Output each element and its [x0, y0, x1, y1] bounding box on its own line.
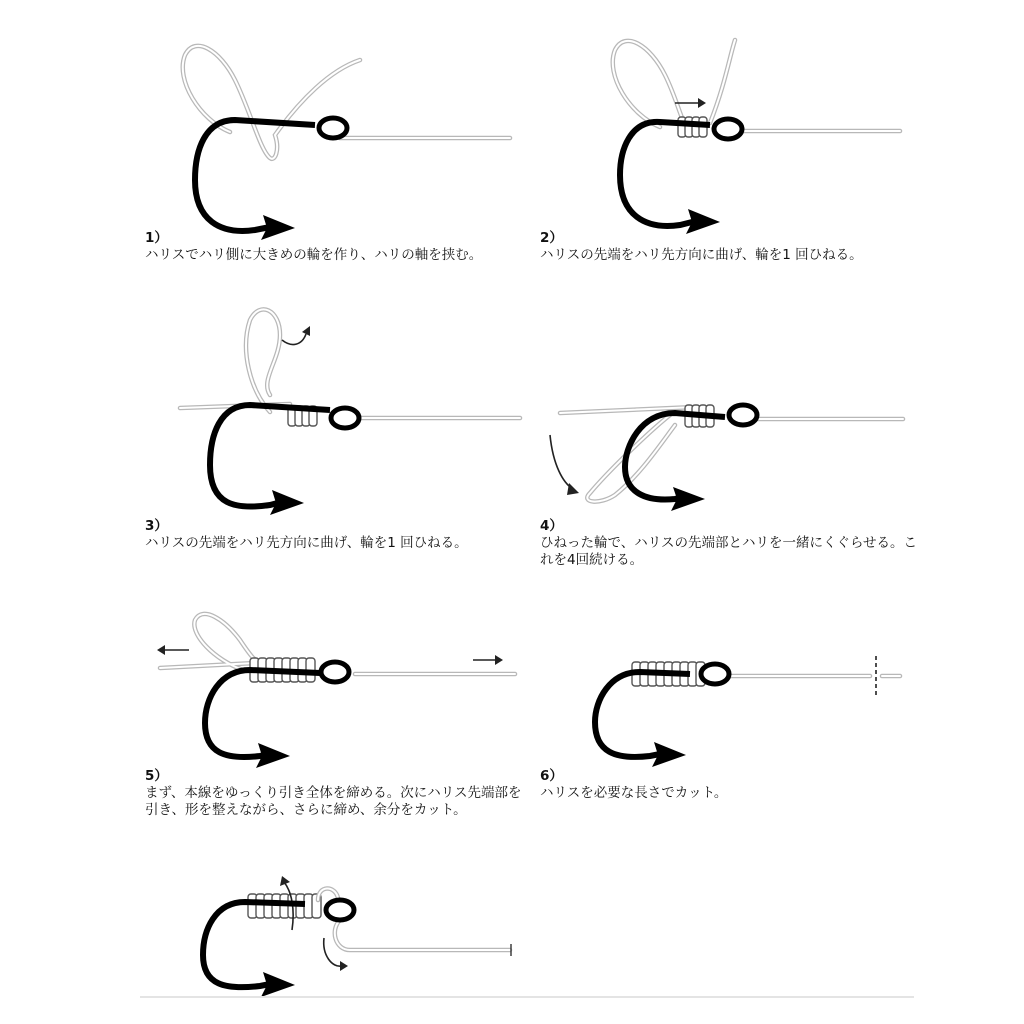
fish-hook-icon: [205, 670, 320, 768]
fish-hook-icon: [160, 40, 520, 220]
step-caption-3: [145, 518, 525, 552]
step-text: ハリスの先端をハリ先方向に曲げ、輪を1 回ひねる。: [145, 535, 468, 551]
step-caption-1: [145, 230, 515, 264]
step-text: まず、本線をゆっくり引き全体を締める。次にハリス先端部を引き、形を整えながら、さらに締め、余分をカット。: [145, 785, 522, 818]
step-number: 5）: [145, 768, 168, 784]
step-caption-5: [145, 768, 530, 819]
diagram-step-6: [580, 640, 910, 770]
diagram-step-4: [545, 385, 910, 515]
direction-arrow-icon: [550, 435, 579, 495]
step-number: 6）: [540, 768, 563, 784]
diagram-step-2: [580, 35, 910, 225]
step-number: 4）: [540, 518, 563, 534]
step-text: ハリスの先端をハリ先方向に曲げ、輪を1 回ひねる。: [540, 247, 863, 263]
bottom-divider: [140, 996, 914, 998]
step-caption-6: [540, 768, 920, 802]
step-text: ハリスを必要な長さでカット。: [540, 785, 728, 801]
direction-arrow-icon: [157, 645, 189, 655]
diagram-step-1: [160, 40, 520, 220]
fish-hook-icon: [620, 122, 720, 234]
step-text: ハリスでハリ側に大きめの輪を作り、ハリの軸を挟む。: [145, 247, 483, 263]
step-text: ひねった輪で、ハリスの先端部とハリを一緒にくぐらせる。これを4回続ける。: [540, 535, 918, 568]
diagram-final-knot: [200, 870, 520, 995]
step-caption-2: [540, 230, 920, 264]
step-caption-4: [540, 518, 925, 569]
diagram-step-5: [155, 610, 520, 760]
step-number: 2）: [540, 230, 563, 246]
diagram-step-3: [170, 300, 530, 515]
direction-arrow-icon: [282, 326, 310, 345]
direction-arrow-icon: [473, 655, 503, 665]
step-number: 3）: [145, 518, 168, 534]
step-number: 1）: [145, 230, 168, 246]
